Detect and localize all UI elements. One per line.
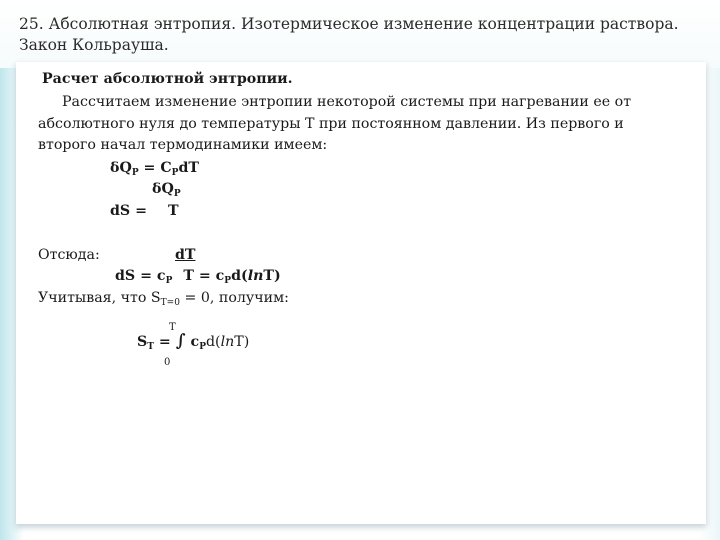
formula3-eq2-sub: P bbox=[224, 276, 232, 286]
formula3-numerator: dT bbox=[175, 247, 196, 263]
formula1-sub: P bbox=[131, 168, 139, 178]
formula3-ln: ln bbox=[247, 268, 264, 284]
formula4-lhs-sub: T bbox=[147, 342, 154, 352]
hence-label: Отсюда: bbox=[38, 247, 100, 263]
formula-heat-capacity bbox=[110, 158, 199, 181]
given-condition-line bbox=[38, 288, 289, 311]
formula3-tail-pre: d( bbox=[231, 268, 248, 284]
formula3-eq2: = c bbox=[193, 268, 225, 284]
formula2-numerator-text: δQ bbox=[152, 181, 174, 197]
integral-sign: ∫ bbox=[175, 331, 186, 351]
given-line-pre: Учитывая, что S bbox=[38, 290, 161, 306]
given-line-post: = 0, получим: bbox=[179, 290, 289, 306]
formula4-tail-post: T) bbox=[234, 334, 250, 350]
formula1-right: dT bbox=[178, 160, 199, 176]
formula2-numerator-sub: P bbox=[173, 189, 181, 199]
slide-title: 25. Абсолютная энтропия. Изотермическое изменение концентрации раствора. Закон Кольрауша. bbox=[19, 15, 679, 54]
formula1-eq: = C bbox=[138, 160, 172, 176]
formula4-ln: ln bbox=[220, 334, 235, 350]
formula3-lhs-sub: P bbox=[165, 276, 173, 286]
section-heading: Расчет абсолютной энтропии. bbox=[42, 71, 293, 87]
formula1-sub2: P bbox=[171, 168, 179, 178]
integral-upper-limit: T bbox=[169, 322, 176, 333]
formula4-c: c bbox=[190, 334, 200, 350]
formula3-denominator: T bbox=[183, 268, 194, 284]
formula2-lhs: dS = bbox=[110, 203, 147, 219]
given-line-sub: T=0 bbox=[160, 298, 180, 308]
formula2-numerator bbox=[152, 179, 181, 202]
formula4-tail-pre: d( bbox=[205, 334, 221, 350]
integral-lower-limit: 0 bbox=[164, 357, 171, 368]
formula3-tail-post: T) bbox=[263, 268, 281, 284]
formula1-left: δQ bbox=[110, 160, 132, 176]
paragraph-line-2: абсолютного нуля до температуры Т при постоянном давлении. Из первого и bbox=[38, 116, 624, 132]
formula-absolute-entropy bbox=[137, 331, 249, 355]
paragraph-line-3: второго начал термодинамики имеем: bbox=[38, 137, 328, 153]
paragraph-line-1: Рассчитаем изменение энтропии некоторой системы при нагревании ее от bbox=[62, 94, 632, 110]
formula4-c-sub: P bbox=[199, 342, 206, 352]
formula3-lhs: dS = c bbox=[115, 268, 166, 284]
formula2-denominator: T bbox=[168, 203, 179, 219]
formula4-lhs: S bbox=[137, 334, 148, 350]
formula4-eq: = bbox=[153, 334, 176, 350]
formula-entropy-differential bbox=[115, 266, 281, 289]
